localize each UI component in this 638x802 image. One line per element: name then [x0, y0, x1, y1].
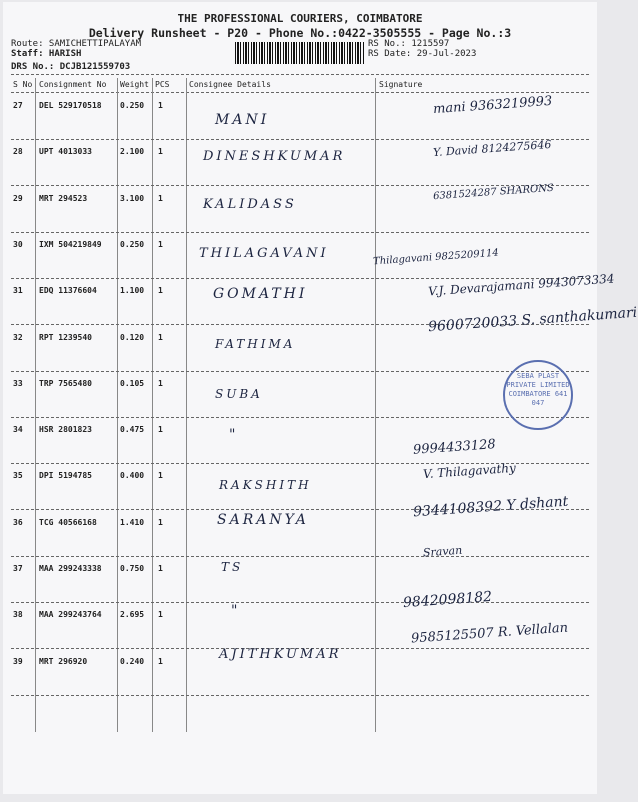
- consignee-name: RAKSHITH: [219, 478, 312, 492]
- sno-cell: 35: [13, 471, 23, 481]
- consignee-name: TS: [221, 560, 244, 574]
- pcs-cell: 1: [158, 101, 163, 110]
- sno-cell: 38: [13, 610, 23, 620]
- sno-cell: 28: [13, 147, 23, 157]
- pcs-cell: 1: [158, 517, 163, 527]
- signature-text: V.J. Devarajamani 9943073334: [427, 271, 615, 299]
- consignee-name: THILAGAVANI: [199, 246, 329, 261]
- column-divider: [11, 92, 589, 93]
- company-stamp: SEBA PLAST PRIVATE LIMITED COIMBATORE 641 047: [503, 360, 573, 430]
- weight-cell: 0.120: [120, 332, 145, 342]
- rs-date: RS Date: 29-Jul-2023: [368, 49, 477, 59]
- sno-cell: 31: [13, 286, 23, 296]
- drs-number: DRS No.: DCJB121559703: [11, 62, 131, 72]
- consignment-cell: UPT 4013033: [39, 147, 92, 157]
- consignment-cell: DEL 529170518: [39, 101, 102, 110]
- consignment-cell: IXM 504219849: [39, 239, 102, 249]
- pcs-cell: 1: [158, 425, 163, 435]
- sno-cell: 37: [13, 564, 23, 573]
- row-divider: [11, 371, 589, 372]
- weight-cell: 0.240: [120, 656, 145, 666]
- pcs-cell: 1: [158, 564, 163, 573]
- sno-cell: 36: [13, 517, 23, 527]
- pcs-cell: 1: [158, 610, 163, 620]
- table-row: [3, 421, 597, 467]
- col-consignee: Consignee Details: [189, 80, 271, 89]
- consignee-name: KALIDASS: [203, 197, 297, 212]
- col-pcs: PCS: [155, 80, 170, 89]
- weight-cell: 1.410: [120, 517, 145, 527]
- consignment-cell: MAA 299243764: [39, 610, 102, 620]
- weight-cell: 0.750: [120, 564, 145, 573]
- barcode: [235, 42, 365, 64]
- table-row: [3, 560, 597, 606]
- signature-text: 9600720033 S. santhakumari: [427, 304, 638, 336]
- company-title: THE PROFESSIONAL COURIERS, COIMBATORE: [177, 12, 423, 25]
- row-divider: [11, 556, 589, 557]
- pcs-cell: 1: [158, 471, 163, 481]
- route-label: Route: SAMICHETTIPALAYAM: [11, 39, 142, 49]
- runsheet-page: [3, 2, 638, 794]
- col-consignment: Consignment No: [39, 80, 107, 89]
- col-weight: Weight: [120, 80, 149, 89]
- consignment-cell: MAA 299243338: [39, 564, 102, 573]
- weight-cell: 0.475: [120, 425, 145, 435]
- signature-text: mani 9363219993: [432, 93, 553, 118]
- consignee-name: SUBA: [215, 387, 263, 401]
- signature-text: 9585125507 R. Vellalan: [410, 620, 569, 647]
- weight-cell: 1.100: [120, 286, 145, 296]
- signature-text: Y. David 8124275646: [432, 137, 552, 160]
- header-divider: [11, 74, 589, 75]
- sno-cell: 33: [13, 378, 23, 388]
- pcs-cell: 1: [158, 147, 163, 157]
- row-divider: [11, 139, 589, 140]
- weight-cell: 0.400: [120, 471, 145, 481]
- weight-cell: 0.250: [120, 239, 145, 249]
- pcs-cell: 1: [158, 239, 163, 249]
- consignment-cell: MRT 294523: [39, 193, 88, 203]
- consignment-cell: TRP 7565480: [39, 378, 92, 388]
- rs-number: RS No.: 1215597: [368, 39, 450, 49]
- consignee-name: FATHIMA: [215, 337, 296, 351]
- consignment-cell: MRT 296920: [39, 656, 88, 666]
- signature-text: 9344108392 Y dshant: [412, 493, 569, 521]
- consignment-cell: HSR 2801823: [39, 425, 92, 435]
- weight-cell: 2.100: [120, 147, 145, 157]
- consignee-name: ": [229, 427, 239, 443]
- weight-cell: 3.100: [120, 193, 145, 203]
- weight-cell: 0.105: [120, 378, 145, 388]
- sno-cell: 39: [13, 656, 23, 666]
- weight-cell: 0.250: [120, 101, 145, 110]
- runsheet-subtitle: Delivery Runsheet - P20 - Phone No.:0422-3505555 - Page No.:3: [88, 26, 512, 40]
- weight-cell: 2.695: [120, 610, 145, 620]
- col-sno: S No: [13, 80, 33, 89]
- consignee-name: DINESHKUMAR: [203, 149, 346, 164]
- table-row: [3, 329, 597, 375]
- consignment-cell: RPT 1239540: [39, 332, 92, 342]
- row-divider: [11, 417, 589, 418]
- consignment-cell: EDQ 11376604: [39, 286, 97, 296]
- consignment-cell: TCG 40566168: [39, 517, 97, 527]
- row-divider: [11, 232, 589, 233]
- signature-text: 6381524287 SHARONS: [432, 182, 555, 203]
- signature-text: V. Thilagavathy: [422, 460, 517, 482]
- sno-cell: 32: [13, 332, 23, 342]
- consignee-name: GOMATHI: [213, 286, 308, 302]
- sno-cell: 29: [13, 193, 23, 203]
- pcs-cell: 1: [158, 378, 163, 388]
- signature-text: Sravan: [422, 543, 463, 560]
- signature-text: 9842098182: [402, 588, 493, 612]
- row-divider: [11, 695, 589, 696]
- pcs-cell: 1: [158, 286, 163, 296]
- consignee-name: SARANYA: [217, 512, 309, 528]
- signature-text: Thilagavani 9825209114: [372, 247, 500, 268]
- sno-cell: 30: [13, 239, 23, 249]
- col-signature: Signature: [379, 80, 423, 89]
- consignment-cell: DPI 5194785: [39, 471, 92, 481]
- consignee-name: ": [231, 603, 241, 619]
- staff-label: Staff: HARISH: [11, 49, 82, 59]
- row-divider: [11, 602, 589, 603]
- pcs-cell: 1: [158, 193, 163, 203]
- pcs-cell: 1: [158, 656, 163, 666]
- consignee-name: AJITHKUMAR: [219, 647, 342, 662]
- signature-text: 9994433128: [412, 437, 497, 458]
- sno-cell: 34: [13, 425, 23, 435]
- consignee-name: MANI: [215, 112, 270, 128]
- sno-cell: 27: [13, 101, 23, 110]
- pcs-cell: 1: [158, 332, 163, 342]
